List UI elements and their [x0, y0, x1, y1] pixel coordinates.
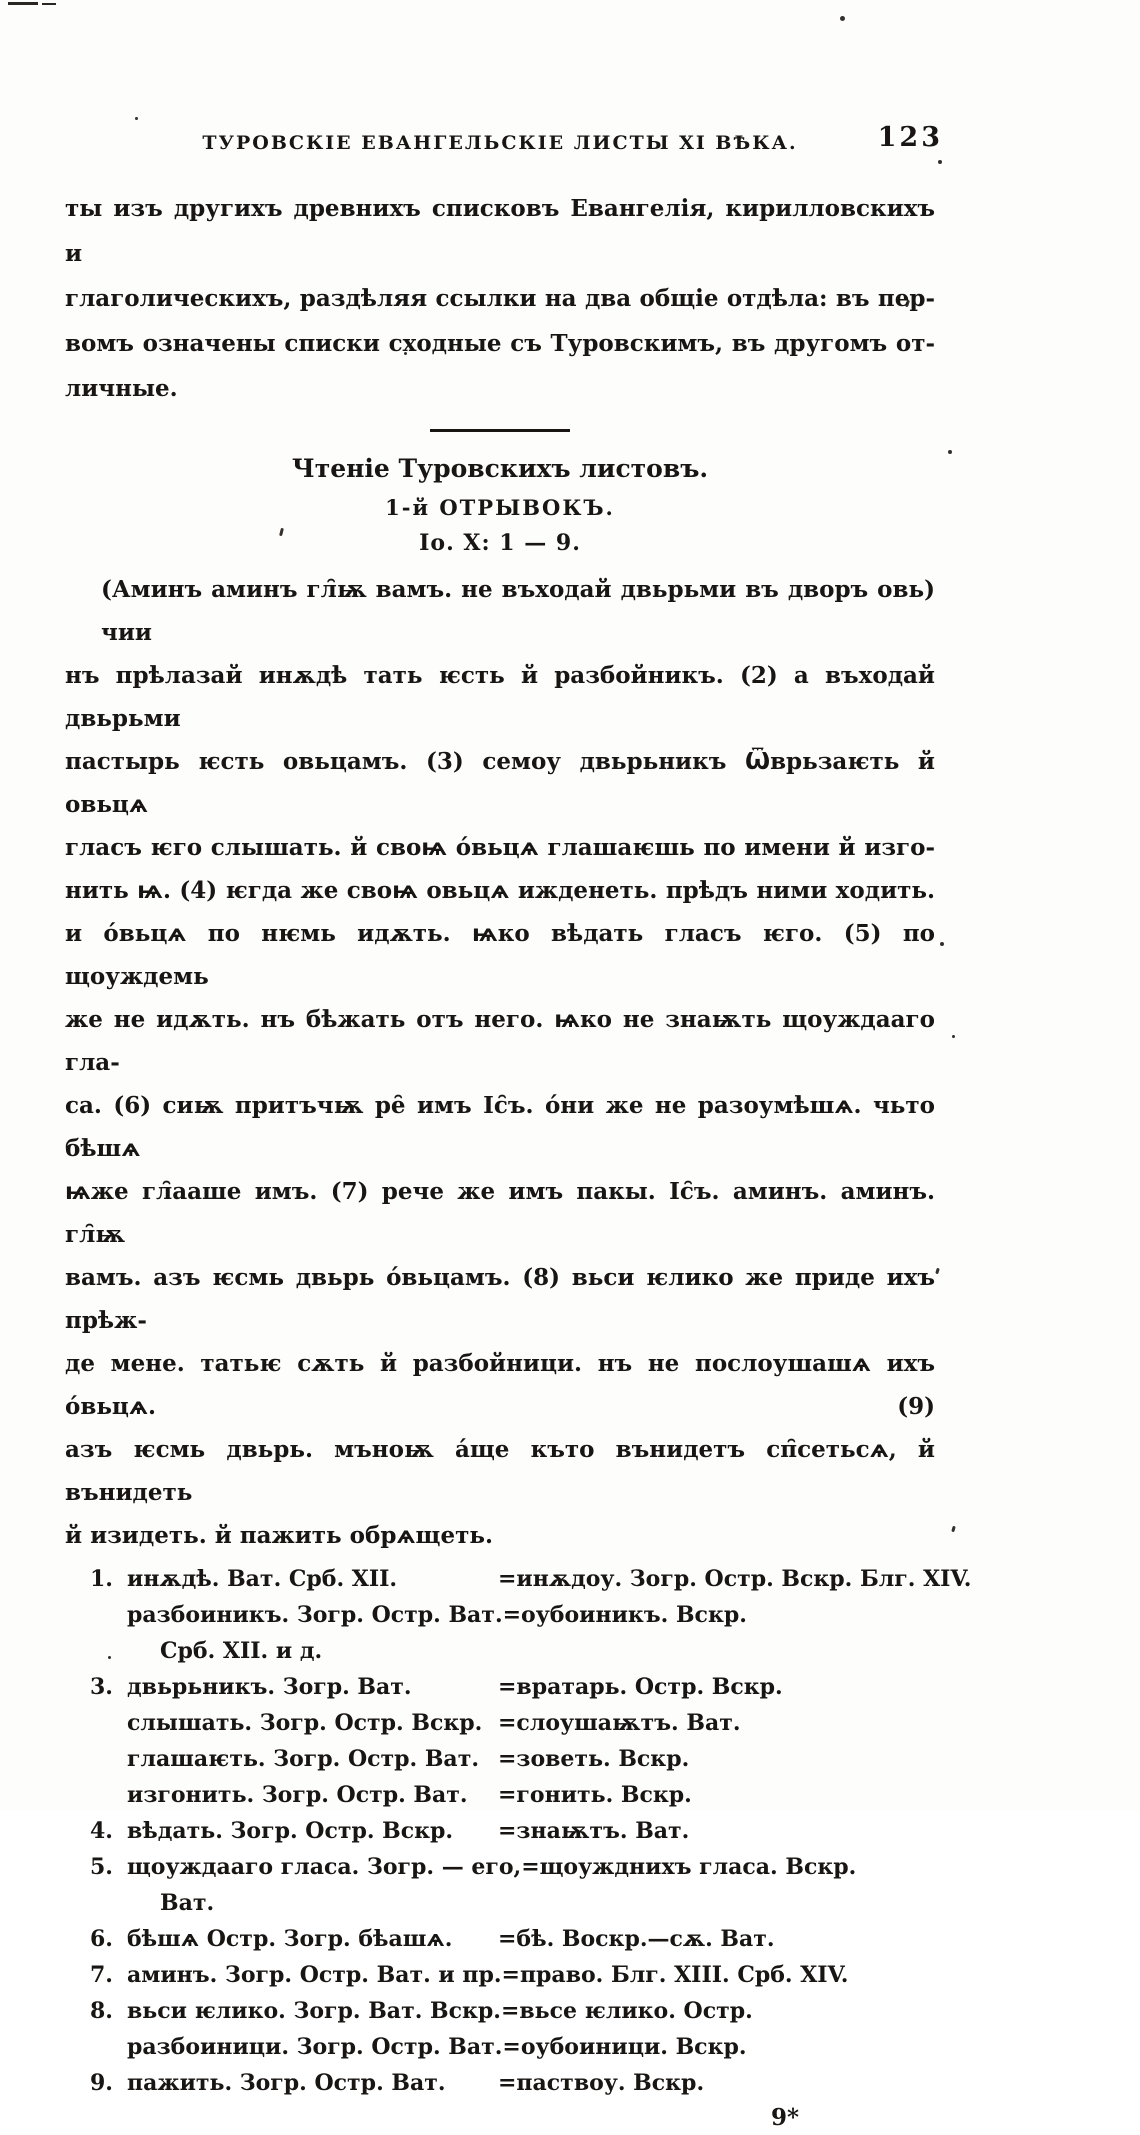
text-line: пастырь ѥсть овьцамъ. (3) семоу двьрьникъ Ѿврьзаѥть й овьцѧ — [65, 748, 935, 818]
variant-lemma: вѣдать. Зогр. Остр. Вскр. — [127, 1818, 454, 1844]
variant-number: 5. — [90, 1854, 113, 1880]
variant-number: 9. — [90, 2070, 113, 2096]
variant-row — [65, 1849, 935, 1885]
ink-speck — [940, 942, 944, 946]
text-line: нъ прѣлазай инѫдѣ тать ѥсть й разбойникъ. (2) а въходай двьрьми — [65, 662, 935, 732]
variant-number: 7. — [90, 1962, 113, 1988]
variant-row — [65, 2029, 935, 2065]
ink-speck — [935, 1268, 940, 1275]
variant-row — [65, 1777, 935, 1813]
variant-reading: =инѫдоу. Зогр. Остр. Вскр. Блг. XIV. — [498, 1566, 972, 1592]
section-subtitle: 1-й ОТРЫВОКЪ. — [385, 495, 615, 520]
variant-number: 4. — [90, 1818, 113, 1844]
variant-reading: =оубоиници. Вскр. — [502, 2034, 747, 2060]
text-line: вамъ. азъ ѥсмь двьрь о́вьцамъ. (8) вьси ѥлико же приде ихъ прѣж- — [65, 1264, 935, 1334]
variant-row — [65, 1561, 972, 1597]
variant-lemma: щоуждааго гласа. Зогр. — его, — [127, 1854, 522, 1880]
variant-lemma: изгонить. Зогр. Остр. Ват. — [127, 1782, 468, 1808]
text-line: глаголическихъ, раздѣляя ссылки на два общіе отдѣла: въ пер- — [65, 285, 935, 312]
variant-lemma: вьси ѥлико. Зогр. Ват. Вскр. — [127, 1998, 501, 2024]
variant-lemma: бѣшѧ Остр. Зогр. бѣашѧ. — [127, 1926, 453, 1952]
variant-lemma: разбоиници. Зогр. Остр. Ват. — [127, 2034, 503, 2060]
scan-edge-mark — [42, 3, 56, 5]
variant-lemma: слышать. Зогр. Остр. Вскр. — [127, 1710, 483, 1736]
variant-lemma: пажить. Зогр. Остр. Ват. — [127, 2070, 446, 2096]
variant-lemma: инѫдѣ. Ват. Срб. XII. — [127, 1566, 398, 1592]
variant-row — [65, 1993, 935, 2029]
variant-lemma: разбоиникъ. Зогр. Остр. Ват. — [127, 1602, 503, 1628]
ink-speck — [952, 1035, 955, 1038]
section-title: Чтеніе Туровскихъ листовъ. — [291, 454, 709, 483]
variant-reading: =бѣ. Воскр.—сѫ. Ват. — [498, 1926, 775, 1952]
variant-row — [65, 1921, 935, 1957]
text-line: гласъ ѥго слышать. й своѩ о́вьцѧ глашаѥшь по имени й изго- — [65, 834, 935, 861]
variant-reading: =слоушаѭтъ. Ват. — [498, 1710, 741, 1736]
variant-row — [65, 1669, 935, 1705]
text-line: личные. — [65, 375, 178, 402]
running-head — [65, 122, 943, 162]
text-column — [65, 0, 972, 2135]
variant-row — [65, 1741, 935, 1777]
variant-number: 6. — [90, 1926, 113, 1952]
text-line: ты изъ другихъ древнихъ списковъ Евангелія, кирилловскихъ и — [65, 195, 935, 267]
variant-reading: =знаѭтъ. Ват. — [498, 1818, 690, 1844]
variant-reading: =паствоу. Вскр. — [498, 2070, 705, 2096]
ink-speck — [951, 1526, 956, 1533]
variant-number: 8. — [90, 1998, 113, 2024]
variant-reading: =гонить. Вскр. — [498, 1782, 692, 1808]
variant-reading: =оубоиникъ. Вскр. — [502, 1602, 747, 1628]
section-divider-rule — [430, 429, 570, 432]
variant-lemma: глашаѥть. Зогр. Остр. Ват. — [127, 1746, 479, 1772]
variant-reading: =вратарь. Остр. Вскр. — [498, 1674, 783, 1700]
variant-row — [65, 1633, 935, 1669]
variant-number: 1. — [90, 1566, 113, 1592]
text-line: вомъ означены списки сходные съ Туровскимъ, въ другомъ от- — [65, 330, 935, 357]
variant-number: 3. — [90, 1674, 113, 1700]
variant-reading: =право. Блг. XIII. Срб. XIV. — [501, 1962, 849, 1988]
text-line: ѩже гл̑ааше имъ. (7) рече же имъ пакы. Іс̑ъ. аминъ. аминъ. гл̑ѭ — [65, 1178, 935, 1248]
intro-paragraph — [65, 186, 935, 411]
variant-lemma: двьрьникъ. Зогр. Ват. — [127, 1674, 412, 1700]
variant-row — [65, 1597, 935, 1633]
text-line: (Аминъ аминъ гл̑ѭ вамъ. не въходай двьрьми въ дворъ овь) чии — [101, 576, 935, 646]
variant-reading: =вьсе ѥлико. Остр. — [500, 1998, 753, 2024]
variant-reading: =щоужднихъ гласа. Вскр. — [521, 1854, 857, 1880]
running-head-title: ТУРОВСКІЕ ЕВАНГЕЛЬСКІЕ ЛИСТЫ XI ВѢКА. — [202, 132, 798, 154]
text-line: азъ ѥсмь двьрь. мъноѭ а́ще къто вънидетъ сп̑сетьсѧ, й вънидеть — [65, 1436, 935, 1506]
text-line: са. (6) сиѭ притъчѭ ре̑ имъ Іс̑ъ. о́ни же не разоумѣшѧ. чьто бѣшѧ — [65, 1092, 935, 1162]
variant-row — [65, 2065, 935, 2101]
text-line: же не идѫть. нъ бѣжать отъ него. ѩко не знаѭть щоуждааго гла- — [65, 1006, 935, 1076]
verse-reference: Іо. X: 1 — 9. — [419, 530, 581, 556]
text-line: й изидеть. й пажить обрѧщеть. — [65, 1522, 493, 1549]
ink-speck — [938, 160, 942, 164]
variant-lemma: аминъ. Зогр. Остр. Ват. и пр. — [127, 1962, 502, 1988]
text-line: и о́вьцѧ по нѥмь идѫть. ѩко вѣдать гласъ ѥго. (5) по щоуждемь — [65, 920, 935, 990]
variant-row — [65, 1957, 935, 1993]
text-line: нить ѩ. (4) ѥгда же своѩ овьцѧ ижденеть. прѣдъ ними ходить. — [65, 877, 935, 904]
variant-row — [65, 1813, 935, 1849]
scan-edge-mark — [8, 2, 38, 5]
variant-lemma: Срб. XII. и д. — [160, 1638, 323, 1664]
variant-lemma: Ват. — [160, 1890, 215, 1916]
scripture-text — [65, 568, 935, 1557]
variant-apparatus-list — [65, 1561, 972, 2101]
variant-row — [65, 1705, 935, 1741]
variant-row — [65, 1885, 935, 1921]
printer-signature-mark: 9* — [771, 2104, 800, 2131]
text-line: де мене. татьѥ сѫть й разбойници. нъ не послоушашѧ ихъ о́вьцѧ. (9) — [65, 1350, 935, 1420]
variant-reading: =зоветь. Вскр. — [498, 1746, 690, 1772]
ink-speck — [948, 450, 952, 454]
page-number: 123 — [877, 122, 943, 153]
